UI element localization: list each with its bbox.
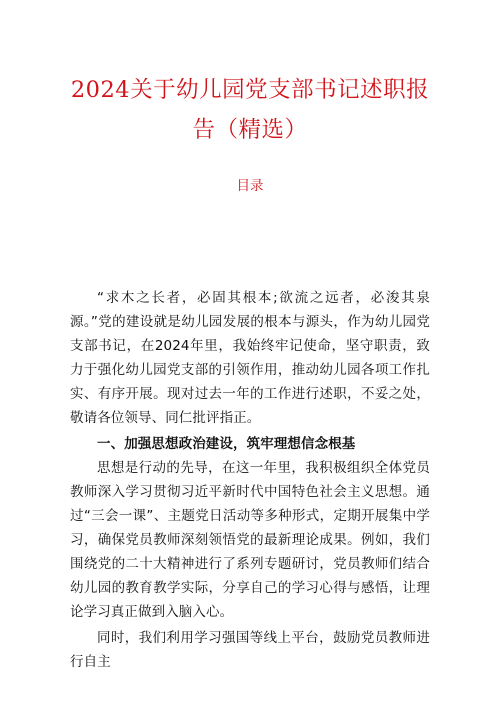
document-body — [70, 286, 430, 674]
intro-paragraph: “求木之长者，必固其根本;欲流之远者，必浚其泉源。”党的建设就是幼儿园发展的根本与源头，作为幼儿园党支部书记，在2024年里，我始终牢记使命，坚守职责，致力于强化幼儿园党支部的引领作用，推动幼儿园各项工作扎实、有序开展。现对过去一年的工作进行述职，不妥之处，敬请各位领导、同仁批评指正。 — [70, 290, 430, 426]
document-title: 2024关于幼儿园党支部书记述职报告（精选） — [70, 77, 430, 143]
body-paragraph: 思想是行动的先导，在这一年里，我积极组织全体党员教师深入学习贯彻习近平新时代中国特色社会主义思想。通过“三会一课”、主题党日活动等多种形式，定期开展集中学习，确保党员教师深刻领悟党的最新理论成果。例如，我们围绕党的二十大精神进行了系列专题研讨，党员教师们结合幼儿园的教育教学实际，分享自己的学习心得与感悟，让理论学习真正做到入脑入心。 — [70, 460, 430, 620]
section-heading: 一、加强思想政治建设，筑牢理想信念根基 — [97, 436, 356, 452]
toc-link[interactable]: 目录 — [236, 178, 264, 194]
body-paragraph: 同时，我们利用学习强国等线上平台，鼓励党员教师进行自主 — [70, 630, 430, 670]
